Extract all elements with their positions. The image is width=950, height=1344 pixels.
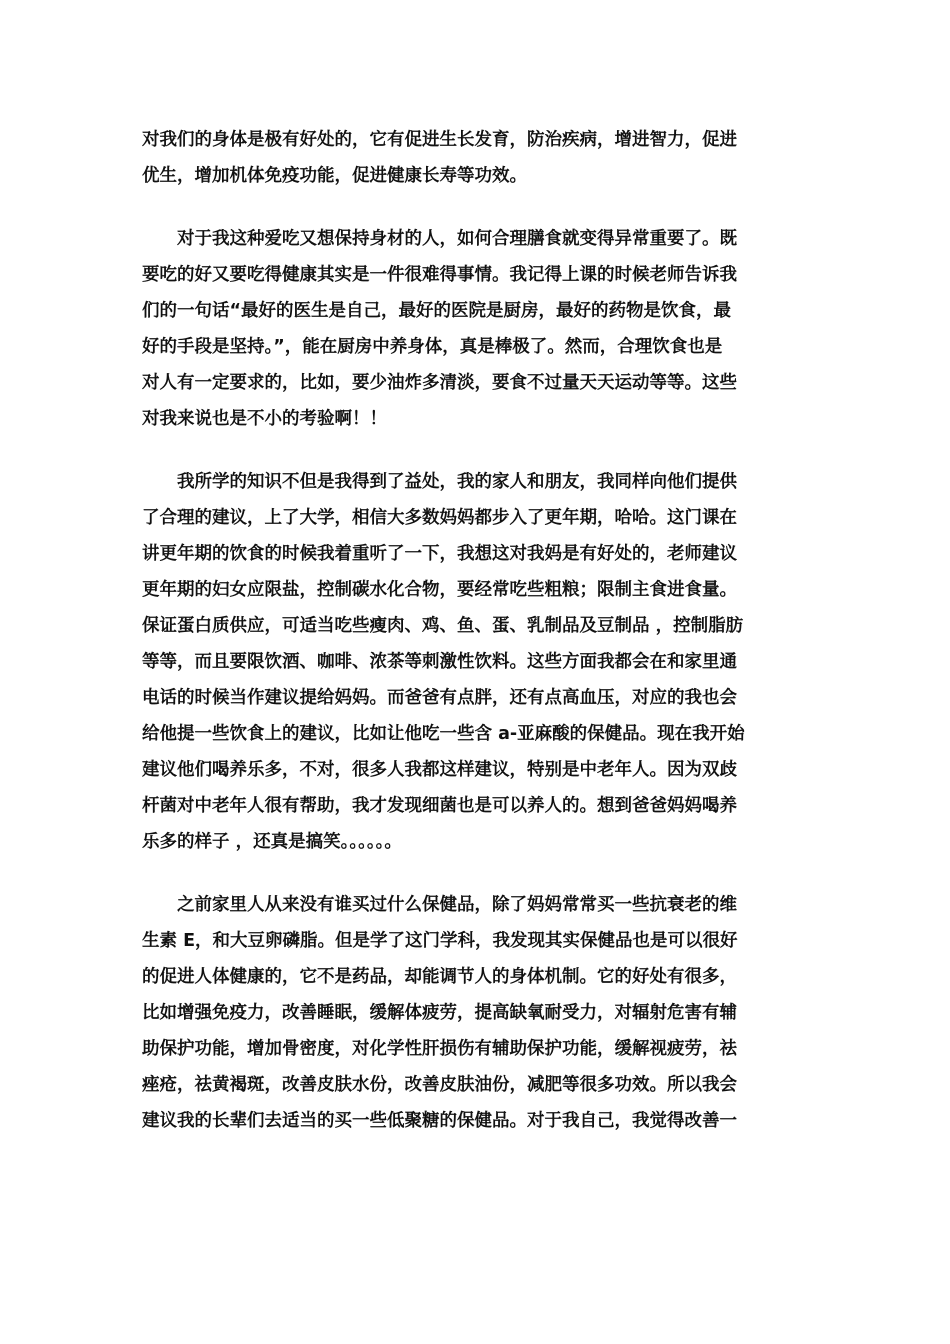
paragraph [142, 221, 802, 437]
text-line: 之前家里人从来没有谁买过什么保健品，除了妈妈常常买一些抗衰老的维 [142, 895, 737, 915]
text-line: 助保护功能，增加骨密度，对化学性肝损伤有辅助保护功能，缓解视疲劳，祛 [142, 1039, 737, 1059]
text-line: 生素 E，和大豆卵磷脂。但是学了这门学科，我发现其实保健品也是可以很好 [142, 931, 738, 951]
text-line: 给他提一些饮食上的建议，比如让他吃一些含 a-亚麻酸的保健品。现在我开始 [142, 724, 745, 744]
text-line: 了合理的建议，上了大学，相信大多数妈妈都步入了更年期，哈哈。这门课在 [142, 508, 737, 528]
text-line: 乐多的样子 ，还真是搞笑。。。。。。 [142, 832, 402, 852]
text-line: 比如增强免疫力，改善睡眠，缓解体疲劳，提高缺氧耐受力，对辐射危害有辅 [142, 1003, 737, 1023]
document-body [142, 122, 802, 1166]
text-line: 保证蛋白质供应，可适当吃些瘦肉、鸡、鱼、蛋、乳制品及豆制品 ，控制脂肪 [142, 616, 744, 636]
text-line: 我所学的知识不但是我得到了益处，我的家人和朋友，我同样向他们提供 [142, 472, 737, 492]
text-line: 们的一句话“最好的医生是自己，最好的医院是厨房，最好的药物是饮食，最 [142, 301, 731, 321]
text-line: 痤疮，祛黄褐斑，改善皮肤水份，改善皮肤油份，减肥等很多功效。所以我会 [142, 1075, 737, 1095]
text-line: 优生，增加机体免疫功能，促进健康长寿等功效。 [142, 166, 527, 186]
text-line: 的促进人体健康的，它不是药品，却能调节人的身体机制。它的好处有很多， [142, 967, 737, 987]
paragraph [142, 887, 802, 1139]
text-line: 讲更年期的饮食的时候我着重听了一下，我想这对我妈是有好处的，老师建议 [142, 544, 737, 564]
text-line: 对于我这种爱吃又想保持身材的人，如何合理膳食就变得异常重要了。既 [142, 229, 737, 249]
text-line: 对我们的身体是极有好处的，它有促进生长发育，防治疾病，增进智力，促进 [142, 130, 737, 150]
text-line: 建议我的长辈们去适当的买一些低聚糖的保健品。对于我自己，我觉得改善一 [142, 1111, 737, 1131]
text-line: 更年期的妇女应限盐，控制碳水化合物，要经常吃些粗粮；限制主食进食量。 [142, 580, 737, 600]
paragraph [142, 122, 802, 194]
text-line: 建议他们喝养乐多，不对，很多人我都这样建议，特别是中老年人。因为双歧 [142, 760, 737, 780]
text-line: 杆菌对中老年人很有帮助，我才发现细菌也是可以养人的。想到爸爸妈妈喝养 [142, 796, 737, 816]
paragraph [142, 464, 802, 860]
text-line: 好的手段是坚持。”，能在厨房中养身体，真是棒极了。然而，合理饮食也是 [142, 337, 723, 357]
text-line: 电话的时候当作建议提给妈妈。而爸爸有点胖，还有点高血压，对应的我也会 [142, 688, 737, 708]
text-line: 等等，而且要限饮酒、咖啡、浓茶等刺激性饮料。这些方面我都会在和家里通 [142, 652, 737, 672]
text-line: 要吃的好又要吃得健康其实是一件很难得事情。我记得上课的时候老师告诉我 [142, 265, 737, 285]
text-line: 对人有一定要求的，比如，要少油炸多清淡，要食不过量天天运动等等。这些 [142, 373, 737, 393]
text-line: 对我来说也是不小的考验啊！！ [142, 409, 387, 429]
